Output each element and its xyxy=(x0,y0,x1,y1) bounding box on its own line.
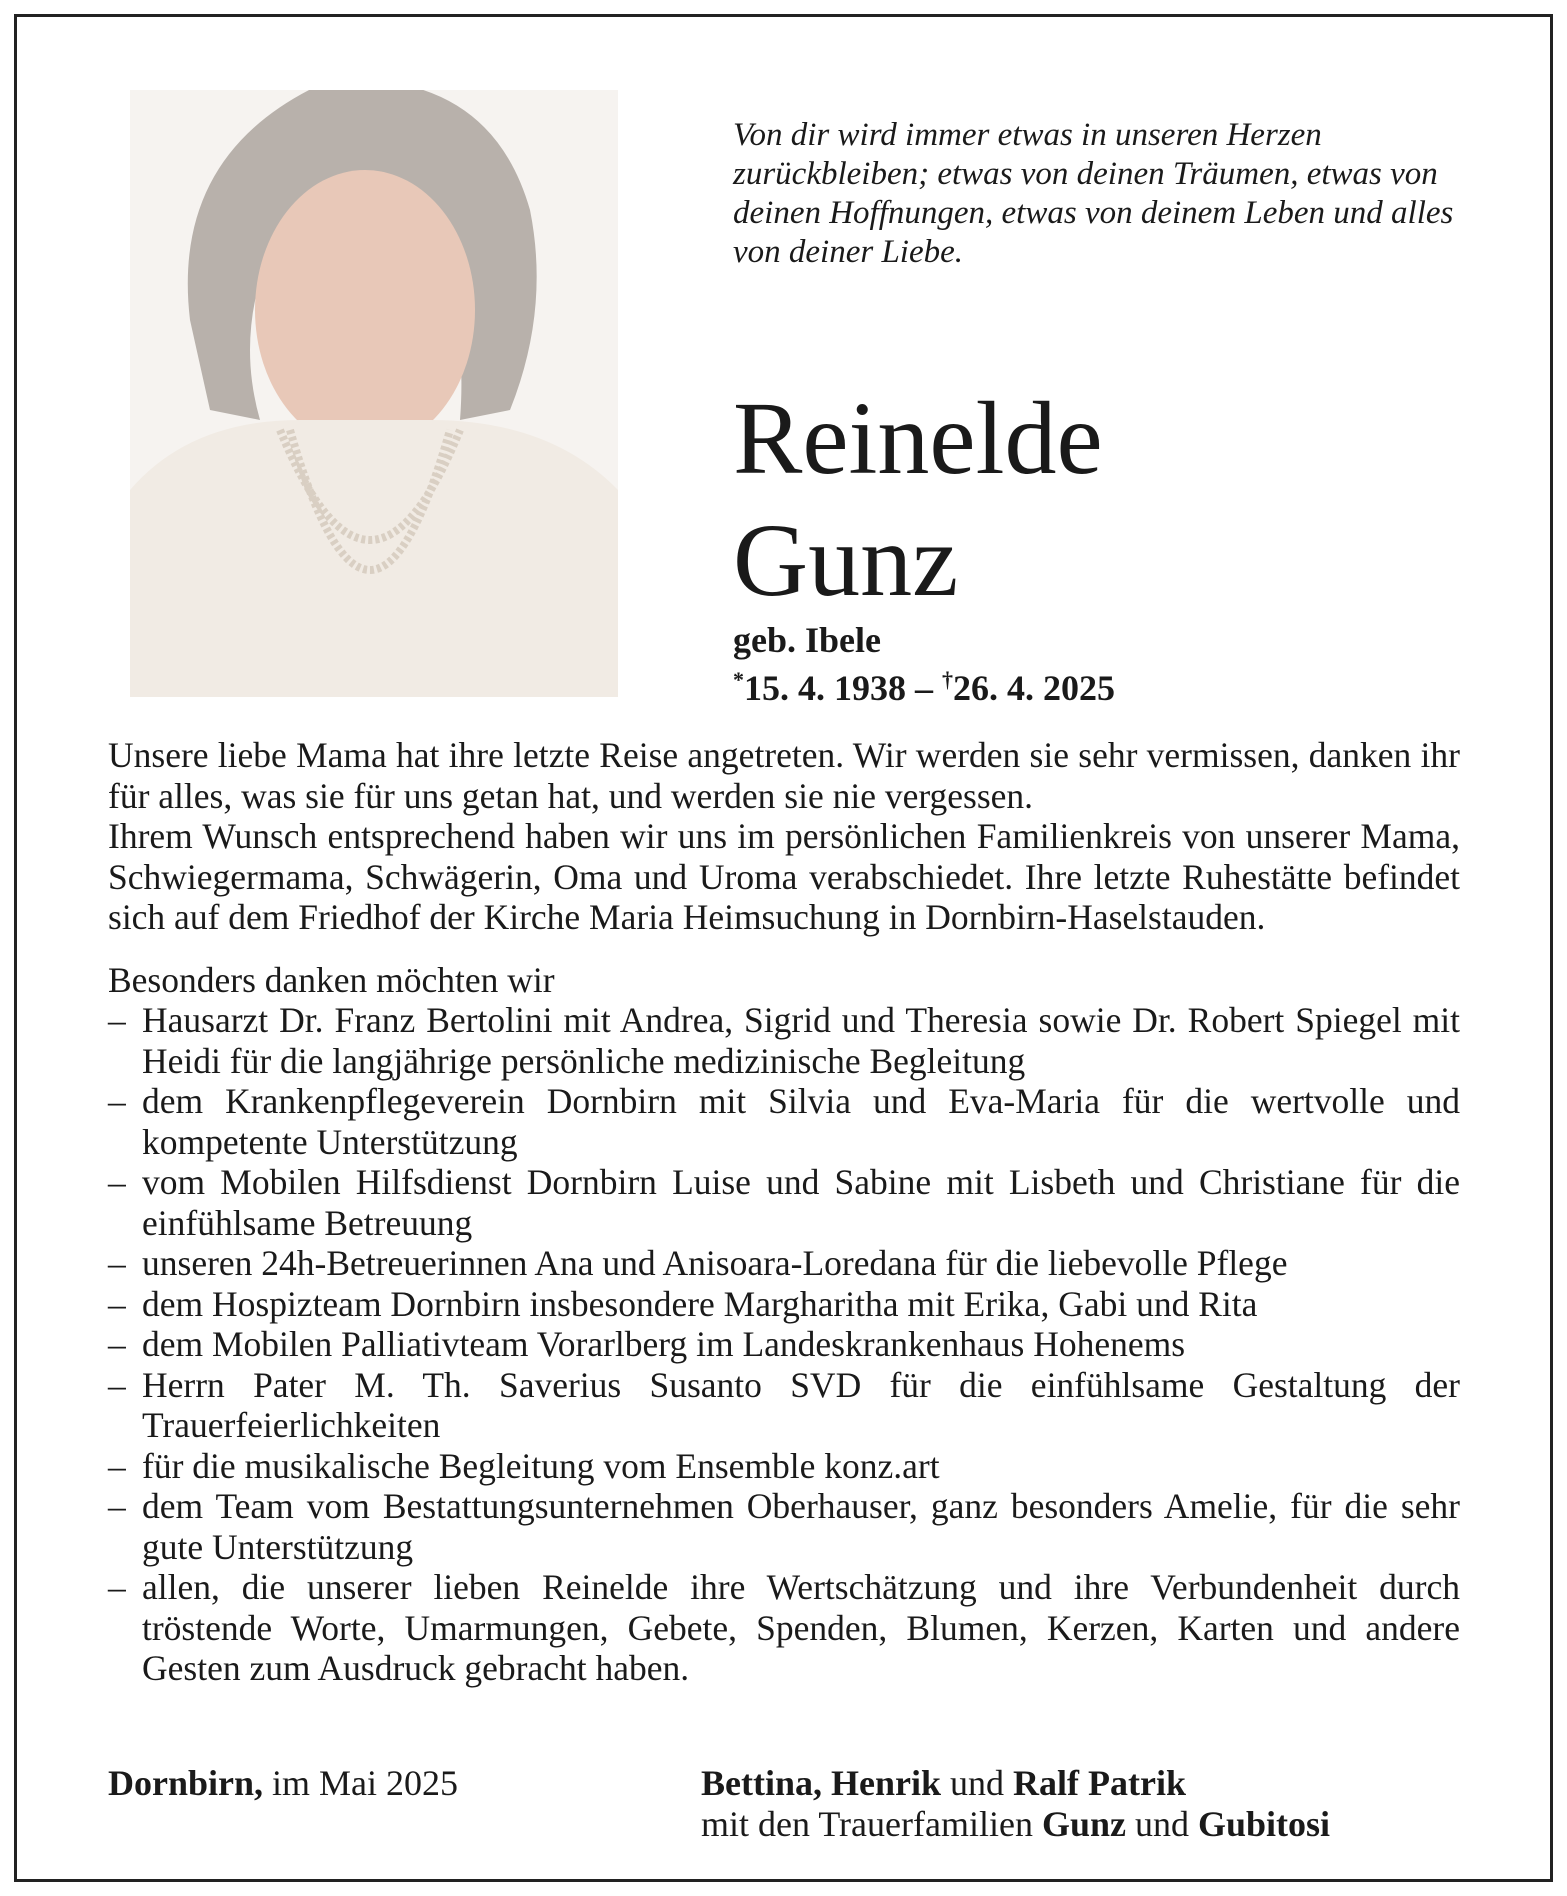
date: im Mai 2025 xyxy=(263,1763,459,1803)
list-item: – vom Mobilen Hilfsdienst Dornbirn Luise und Sabine mit Lisbeth und Christiane für die einfühlsame Betreuung xyxy=(108,1162,1460,1243)
portrait-photo xyxy=(130,90,618,697)
death-symbol: † xyxy=(942,667,953,692)
birth-info xyxy=(733,620,1115,708)
family-1: Gunz xyxy=(1041,1804,1126,1844)
list-item: – dem Hospizteam Dornbirn insbesondere Margharitha mit Erika, Gabi und Rita xyxy=(108,1284,1460,1325)
obituary-body xyxy=(108,735,1460,1689)
deceased-name xyxy=(733,378,1103,622)
life-dates xyxy=(733,660,1115,708)
list-item: – Hausarzt Dr. Franz Bertolini mit Andrea, Sigrid und Theresia sowie Dr. Robert Spiegel mit Heidi für die langjährige persönliche medizinische Begleitung xyxy=(108,1000,1460,1081)
signatories-line-1 xyxy=(701,1763,1330,1804)
family-2: Gubitosi xyxy=(1197,1804,1331,1844)
signatories xyxy=(701,1763,1330,1845)
thanks-intro: Besonders danken möchten wir xyxy=(108,959,555,1000)
names-2: Ralf Patrik xyxy=(1013,1763,1186,1803)
names-1: Bettina, Henrik xyxy=(701,1763,941,1803)
last-name: Gunz xyxy=(733,503,959,618)
birth-date: 15. 4. 1938 xyxy=(744,668,906,708)
list-item: – dem Team vom Bestattungsunternehmen Oberhauser, ganz besonders Amelie, für die sehr gute Unterstützung xyxy=(108,1486,1460,1567)
conjunction: und xyxy=(1125,1804,1198,1844)
place: Dornbirn, xyxy=(108,1763,264,1803)
maiden-name: geb. Ibele xyxy=(733,620,881,660)
thanks-list xyxy=(108,1000,1460,1689)
paragraph: Ihrem Wunsch entsprechend haben wir uns im persönlichen Familienkreis von unserer Mama, Schwiegermama, Schwägerin, Oma und Uroma verabschiedet. Ihre letzte Ruhestätte befindet sich auf dem Friedhof der Kirche Maria Heimsuchung in Dornbirn-Haselstauden. xyxy=(108,816,1460,937)
place-date xyxy=(108,1763,458,1804)
list-item: – Herrn Pater M. Th. Saverius Susanto SVD für die einfühlsame Gestaltung der Trauerfeierlichkeiten xyxy=(108,1365,1460,1446)
list-item: – für die musikalische Begleitung vom Ensemble konz.art xyxy=(108,1446,1460,1487)
conjunction: und xyxy=(941,1763,1013,1803)
first-name: Reinelde xyxy=(733,381,1103,496)
list-item: – dem Mobilen Palliativteam Vorarlberg im Landeskrankenhaus Hohenems xyxy=(108,1324,1460,1365)
memorial-quote: Von dir wird immer etwas in unseren Herzen zurückbleiben; etwas von deinen Träumen, etwas von deinen Hoffnungen, etwas von deinem Leben und alles von deiner Liebe. xyxy=(733,117,1454,270)
list-item: – unseren 24h-Betreuerinnen Ana und Anisoara-Loredana für die liebevolle Pflege xyxy=(108,1243,1460,1284)
date-dash: – xyxy=(906,668,942,708)
birth-symbol: * xyxy=(733,667,744,692)
paragraph: Unsere liebe Mama hat ihre letzte Reise angetreten. Wir werden sie sehr vermissen, danken ihr für alles, was sie für uns getan hat, und werden sie nie vergessen. xyxy=(108,735,1460,816)
list-item: – allen, die unserer lieben Reinelde ihre Wertschätzung und ihre Verbundenheit durch tröstende Worte, Umarmungen, Gebete, Spenden, Blumen, Kerzen, Karten und andere Gesten zum Ausdruck gebracht haben. xyxy=(108,1567,1460,1689)
death-date: 26. 4. 2025 xyxy=(953,668,1115,708)
families-prefix: mit den Trauerfamilien xyxy=(701,1804,1042,1844)
signatories-line-2 xyxy=(701,1804,1330,1845)
list-item: – dem Krankenpflegeverein Dornbirn mit Silvia und Eva-Maria für die wertvolle und kompetente Unterstützung xyxy=(108,1081,1460,1162)
